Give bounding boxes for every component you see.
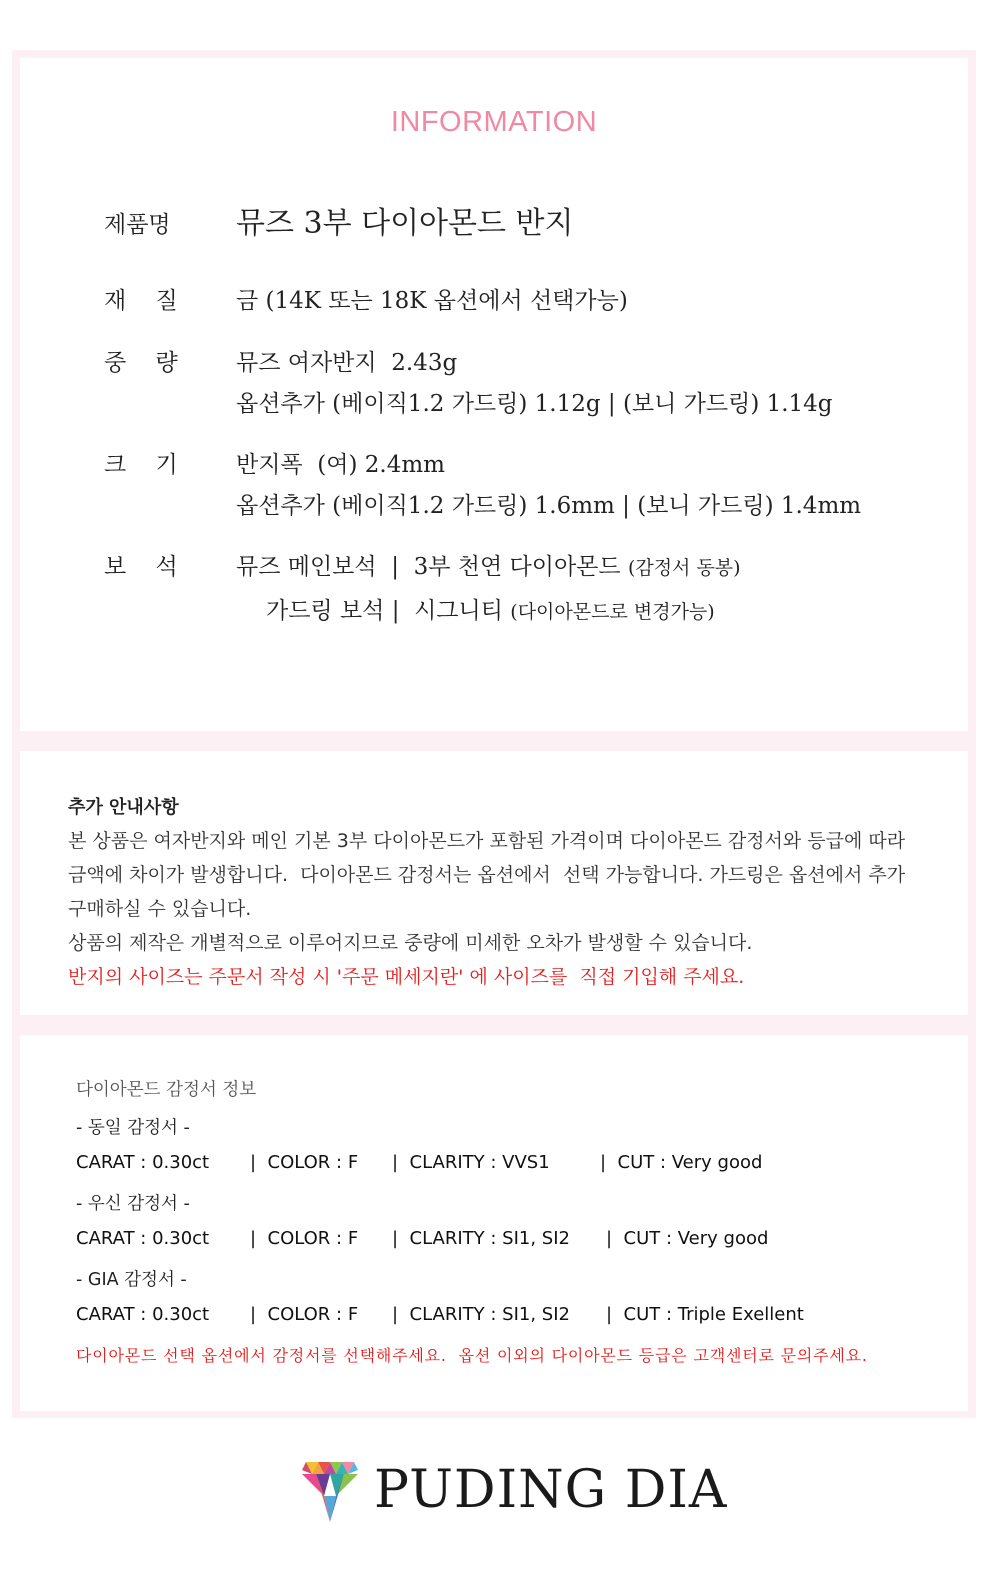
size-warning: 반지의 사이즈는 주문서 작성 시 '주문 메세지란' 에 사이즈를 직접 기입해 주세요. (68, 966, 745, 988)
cert-heading-3: - GIA 감정서 - (76, 1270, 187, 1290)
notes-line-2: 금액에 차이가 발생합니다. 다이아몬드 감정서는 옵션에서 선택 가능합니다. 가드링은 옵션에서 추가 (68, 864, 906, 886)
spec-label-name: 제품명 (104, 212, 171, 238)
info-frame (12, 50, 976, 1418)
stone-guard-note: (다이아몬드로 변경가능) (510, 601, 715, 623)
cert-heading-2: - 우신 감정서 - (76, 1194, 190, 1214)
cert-cut-2: | CUT : Very good (606, 1228, 769, 1249)
spec-value-size-2: 옵션추가 (베이직1.2 가드링) 1.6mm | (보니 가드링) 1.4mm (236, 493, 862, 519)
spec-value-stone-2 (266, 592, 715, 625)
cert-clarity-3: | CLARITY : SI1, SI2 (392, 1304, 570, 1325)
cert-clarity-1: | CLARITY : VVS1 (392, 1152, 550, 1173)
cert-carat-3: CARAT : 0.30ct (76, 1304, 210, 1325)
spec-value-size-1: 반지폭 (여) 2.4mm (236, 452, 445, 478)
cert-title: 다이아몬드 감정서 정보 (76, 1080, 257, 1100)
spec-label-weight: 중 량 (104, 350, 178, 376)
information-panel (20, 58, 968, 731)
spec-value-stone-1 (236, 548, 741, 581)
cert-color-3: | COLOR : F (250, 1304, 359, 1325)
cert-warning: 다이아몬드 선택 옵션에서 감정서를 선택해주세요. 옵션 이외의 다이아몬드 등급은 고객센터로 문의주세요. (76, 1346, 868, 1365)
cert-carat-2: CARAT : 0.30ct (76, 1228, 210, 1249)
diamond-icon (302, 1460, 358, 1524)
spec-label-material: 재 질 (104, 288, 178, 314)
cert-color-2: | COLOR : F (250, 1228, 359, 1249)
brand-logo (302, 1460, 728, 1524)
spec-value-weight-2: 옵션추가 (베이직1.2 가드링) 1.12g | (보니 가드링) 1.14g (236, 391, 833, 417)
spec-label-size: 크 기 (104, 452, 178, 478)
information-title: INFORMATION (390, 106, 598, 138)
cert-cut-1: | CUT : Very good (600, 1152, 763, 1173)
spec-value-name: 뮤즈 3부 다이아몬드 반지 (236, 206, 574, 241)
cert-carat-1: CARAT : 0.30ct (76, 1152, 210, 1173)
stone-guard-text: 가드링 보석 | 시그니티 (266, 598, 511, 624)
notes-heading: 추가 안내사항 (68, 797, 179, 818)
brand-name: PUDING DIA (374, 1460, 728, 1520)
certificate-panel (20, 1035, 968, 1411)
notes-line-1: 본 상품은 여자반지와 메인 기본 3부 다이아몬드가 포함된 가격이며 다이아몬드 감정서와 등급에 따라 (68, 830, 906, 852)
additional-notes-panel (20, 751, 968, 1015)
notes-line-3: 구매하실 수 있습니다. (68, 898, 252, 920)
cert-heading-1: - 동일 감정서 - (76, 1118, 190, 1138)
spec-value-material: 금 (14K 또는 18K 옵션에서 선택가능) (236, 288, 628, 314)
notes-line-4: 상품의 제작은 개별적으로 이루어지므로 중량에 미세한 오차가 발생할 수 있습니다. (68, 932, 753, 954)
cert-cut-3: | CUT : Triple Exellent (606, 1304, 804, 1325)
stone-main-note: (감정서 동봉) (627, 557, 741, 579)
spec-label-stone: 보 석 (104, 554, 178, 580)
spec-value-weight-1: 뮤즈 여자반지 2.43g (236, 350, 458, 376)
stone-main-text: 뮤즈 메인보석 | 3부 천연 다이아몬드 (236, 554, 628, 580)
cert-color-1: | COLOR : F (250, 1152, 359, 1173)
cert-clarity-2: | CLARITY : SI1, SI2 (392, 1228, 570, 1249)
